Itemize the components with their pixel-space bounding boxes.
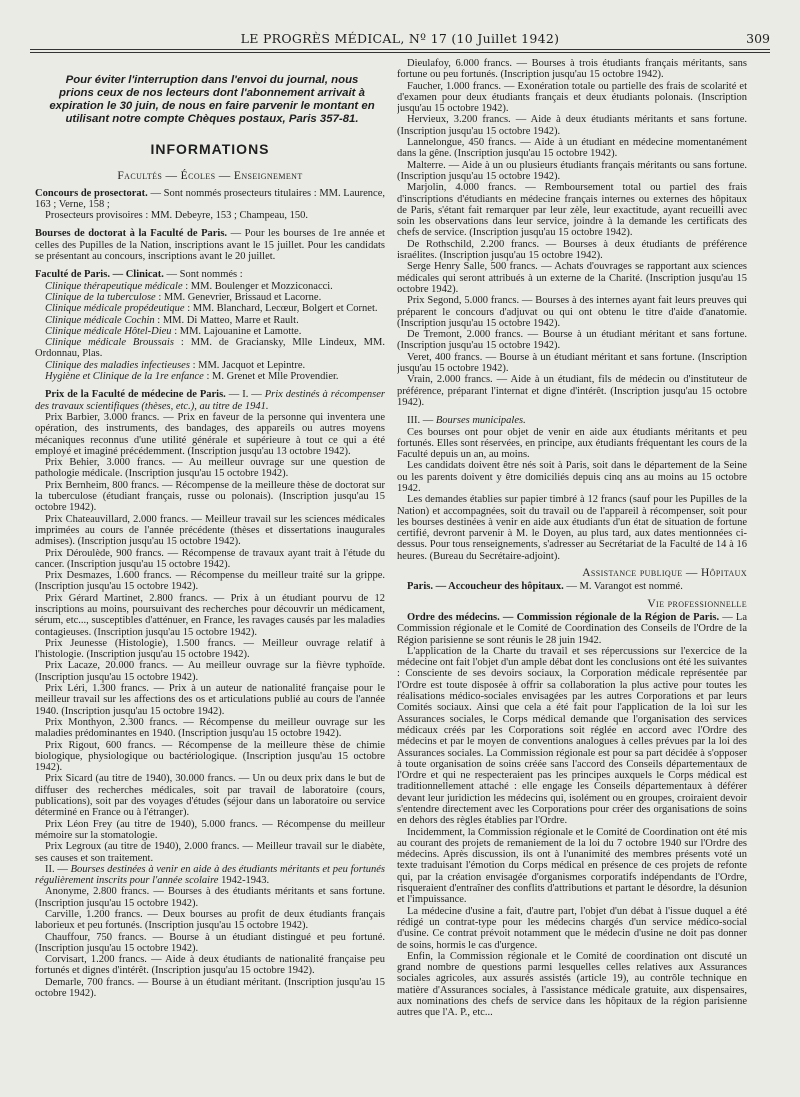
ordre-title: Ordre des médecins. — Commission régionale de la Région de Paris. (407, 611, 720, 623)
bourses-iii-paragraph: Les demandes établies sur papier timbré à 12 francs (sauf pour les Pupilles de la Nation) et accompagnées, soit du travail ou de l'appareil à récompenser, soit pour les bourses destinées à venir en aide aux étudiants d'un état de situation de fortune certifié, devront parvenir à M. le Doyen, au plus tard, aux dates mentionnées ci-dessus. Pour tous renseignements, s'adresser au Secrétariat de la Faculté de 14 à 16 heures. (Bureau du Secrétaire-adjoint). (397, 494, 747, 562)
accoucheur-title: Paris. — Accoucheur des hôpitaux. (407, 581, 564, 593)
list-item: Vrain, 2.000 francs. — Aide à un étudiant, fils de médecin ou d'instituteur de préférence, préparant l'internat et digne d'intérêt. (Inscription jusqu'au 15 octobre 1942). (397, 374, 747, 408)
journal-title: LE PROGRÈS MÉDICAL, Nº 17 (10 Juillet 1942) (240, 31, 560, 46)
bourses-iii-paragraph: Les candidats doivent être nés soit à Paris, soit dans le département de la Seine ou les parents doivent y être domiciliés depuis cinq ans au moins au 15 octobre 1942. (397, 460, 747, 494)
concours-paragraph: Concours de prosectorat. — Sont nommés prosecteurs titulaires : MM. Laurence, 163 ; Verne, 158 ; (35, 187, 385, 210)
prix-title: Prix de la Faculté de médecine de Paris. (45, 389, 226, 401)
list-item: Prix Léon Frey (au titre de 1940), 5.000 francs. — Récompense du meilleur mémoire sur la stomatologie. (35, 818, 385, 841)
subscription-notice: Pour éviter l'interruption dans l'envoi du journal, nous prions ceux de nos lecteurs dont l'abonnement arrivait à expiration le 30 juin, de nous en faire parvenir le montant en utilisant notre compte Chèques postaux, Paris 357-81. (49, 74, 375, 125)
concours-title: Concours de prosectorat. (35, 187, 148, 199)
list-item: Prix Desmazes, 1.600 francs. — Récompense du meilleur traité sur la grippe. (Inscription jusqu'au 15 octobre 1942). (35, 570, 385, 593)
list-item: Prix Monthyon, 2.300 francs. — Récompense du meilleur ouvrage sur les maladies prédominantes en 1940. (Inscription jusqu'au 15 octobre 1942). (35, 716, 385, 740)
prix-list (35, 412, 385, 864)
list-item: Prix Rigout, 600 francs. — Récompense de la meilleure thèse de chimie biologique, physiologique ou bactériologique. (Inscription jusqu'au 15 octobre 1942). (35, 739, 385, 774)
list-item: Prix Léri, 1.300 francs. — Prix à un auteur de nationalité française pour le meilleur travail sur les affections des os et articulations publié au cours de l'année 1940. (Inscription jusqu'au 15 octobre 1942). (35, 683, 385, 717)
list-item: Prix Chateauvillard, 2.000 francs. — Meilleur travail sur les sciences médicales imprimées au cours de l'année précédente (thèses et dissertations inaugurales admises). (Inscription jusqu'au 15 octobre 1942). (35, 513, 385, 548)
accoucheur-paragraph: Paris. — Accoucheur des hôpitaux. — M. Varangot est nommé. (407, 581, 683, 593)
bourses-ii-list-right (397, 58, 747, 408)
list-item: Clinique médicale Broussais : MM. de Graciansky, Mlle Lindeux, MM. Ordonnau, Plas. (35, 337, 385, 360)
list-item: Malterre. — Aide à un ou plusieurs étudiants français méritants ou sans fortune. (Inscription jusqu'au 15 octobre 1942). (397, 159, 747, 182)
list-item: Prix Gérard Martinet, 2.800 francs. — Prix à un étudiant pourvu de 12 inscriptions au moins, poursuivant des recherches pour découvrir un médicament, sérum, etc..., susceptibles d'atténuer, en France, les ravages causés par les maladies contagieuses. (Inscription jusqu'au 15 octobre 1942). (35, 592, 385, 638)
list-item: Prix Lacaze, 20.000 francs. — Au meilleur ouvrage sur la fièvre typhoïde. (Inscription jusqu'au 15 octobre 1942). (35, 660, 385, 683)
clinicat-list (35, 281, 385, 383)
list-item: Lannelongue, 450 francs. — Aide à un étudiant en médecine momentanément dans la gêne. (Inscription jusqu'au 15 octobre 1942). (397, 137, 747, 160)
ordre-paragraph: La médecine d'usine a fait, d'autre part, l'objet d'un débat à l'issue duquel a été rédigé un contrat-type pour les médecins chargés d'un service médico-social d'usine. Ce contrat prévoit notamment que le médecin d'usine ne doit pas donner de soins, hormis le cas d'urgence. (397, 905, 747, 951)
page-number: 309 (746, 31, 770, 46)
bourses-doctorat-paragraph: Bourses de doctorat à la Faculté de Paris. — Pour les bourses de 1re année et celles des Pupilles de la Nation, inscriptions avant le 15 juillet. Pour les candidats se présentant au concours, inscriptions avant le 20 juillet. (35, 228, 385, 263)
list-item: De Rothschild, 2.200 francs. — Bourses à deux étudiants de préférence israélites. (Inscription jusqu'au 15 octobre 1942). (397, 238, 747, 262)
list-item: Clinique thérapeutique médicale : MM. Boulenger et Mozziconacci. (45, 280, 333, 292)
list-item: Prix Jeunesse (Histologie), 1.500 francs. — Meilleur ouvrage relatif à l'histologie. (Inscription jusqu'au 15 octobre 1942). (35, 637, 385, 661)
list-item: Veret, 400 francs. — Bourse à un étudiant méritant et sans fortune. (Inscription jusqu'au 15 octobre 1942). (397, 351, 747, 375)
header-rule (30, 49, 770, 50)
left-column (35, 58, 385, 1090)
header-rule-thin (30, 52, 770, 53)
clinicat-paragraph: Faculté de Paris. — Clinicat. — Sont nommés : (35, 269, 243, 281)
subsection-faculties: Facultés — Écoles — Enseignement (117, 170, 303, 183)
prix-paragraph: Prix de la Faculté de médecine de Paris. — I. — Prix destinés à récompenser des travaux scientifiques (thèses, etc.), au titre de 1941. (35, 389, 385, 412)
list-item: Prix Bernheim, 800 francs. — Récompense de la meilleure thèse de doctorat sur la tuberculose (étudiant français, russe ou polonais). (Inscription jusqu'au 15 octobre 1942). (35, 479, 385, 514)
list-item: Prix Segond, 5.000 francs. — Bourses à des internes ayant fait leurs preuves qui préparent le concours d'adjuvat ou qui ont obtenu le titre d'aide d'anatomie. (Inscription jusqu'au 15 octobre 1942). (397, 295, 747, 329)
ordre-paragraph: Incidemment, la Commission régionale et le Comité de Coordination ont été mis au courant des projets de remaniement de la loi du 7 octobre 1940 sur l'Ordre des médecins. Après discussion, ils ont à l'unanimité des membres présents voté un texte traduisant l'émotion du Corps médical en présence de ces projets de refonte qui, par la création envisagée d'organismes corporatifs indépendants de l'Ordre, risqueraient d'entraîner des conflits d'attributions et partant le désordre, la désunion et l'impuissance. (397, 826, 747, 906)
list-item: Carville, 1.200 francs. — Deux bourses au profit de deux étudiants français laborieux et peu fortunés. (Inscription jusqu'au 15 octobre 1942). (35, 909, 385, 932)
ordre-paragraph: Ordre des médecins. — Commission régionale de la Région de Paris. — La Commission régionale et le Comité de Coordination des Conseils de l'Ordre de la Région parisienne se sont réunis le 28 juin 1942. (397, 611, 747, 646)
list-item: Clinique médicale propédeutique : MM. Blanchard, Lecœur, Bolgert et Cornet. (45, 303, 378, 315)
list-item: Prix Barbier, 3.000 francs. — Prix en faveur de la personne qui inventera une opération, des instruments, des bandages, des appareils ou autres moyens mécaniques reconnus d'une utilité générale et supérieure à tout ce qui a été employé et imaginé précédemment. (Inscription jusqu'au 13 octobre 1942). (35, 411, 385, 457)
list-item: Serge Henry Salle, 500 francs. — Achats d'ouvrages se rapportant aux sciences médicales qui seront attribués à un externe de la Charité. (Inscription jusqu'au 15 octobre 1942). (397, 261, 747, 295)
clinicat-title: Faculté de Paris. — Clinicat. (35, 269, 164, 281)
list-item: Clinique des maladies infectieuses : MM. Jacquot et Lepintre. (45, 359, 306, 371)
bourses-iii-paragraph: Ces bourses ont pour objet de venir en aide aux étudiants méritants et peu fortunés. Elles sont réservées, en principe, aux étudiants fréquentant les cours de la Faculté depuis un an, au moins. (397, 426, 747, 461)
list-item: Prix Sicard (au titre de 1940), 30.000 francs. — Un ou deux prix dans le but de diffuser des recherches médicales, soit par travail de laboratoire (cours, publications), soit par des voyages d'études (séjour dans un laboratoire ou service déterminé en France ou à l'étranger). (35, 773, 385, 819)
list-item: Prix Déroulède, 900 francs. — Récompense de travaux ayant trait à l'étude du cancer. (Inscription jusqu'au 15 octobre 1942). (35, 547, 385, 570)
list-item: Dieulafoy, 6.000 francs. — Bourses à trois étudiants français méritants, sans fortune ou peu fortunés. (Inscription jusqu'au 15 octobre 1942). (397, 58, 747, 81)
section-title: INFORMATIONS (150, 141, 270, 157)
ordre-paragraph: Enfin, la Commission régionale et le Comité de coordination ont discuté un grand nombre de questions parmi lesquelles celles relatives aux Assurances sociales agricoles, aux assurés assistés (article 19), au contrôle technique en matière d'Assurances sociales, à l'assistance médicale gratuite, aux dispensaires, aux nominations des chefs de service dans les hôpitaux de la région parisienne autres que l'A. P., etc... (397, 950, 747, 1019)
right-column (397, 58, 747, 1090)
subsection-assistance: Assistance publique — Hôpitaux (582, 567, 747, 580)
subsection-vie-professionnelle: Vie professionnelle (647, 597, 747, 610)
list-item: Marjolin, 4.000 francs. — Remboursement total ou partiel des frais d'inscriptions d'étudiants en médecine français internes ou externes des hôpitaux de Paris, s'étant fait remarquer par leur zèle, leur exactitude, ayant recueilli avec soin les observations dans leur service, joindre à la demande les certificats des chefs de service. (Inscription jusqu'au 15 octobre 1942). (397, 182, 747, 239)
list-item: Clinique médicale Hôtel-Dieu : MM. Lajouanine et Lamotte. (45, 325, 302, 337)
bourses-iii-heading: III. — Bourses municipales. (407, 415, 526, 427)
list-item: De Tremont, 2.000 francs. — Bourse à un étudiant méritant et sans fortune. (Inscription jusqu'au 15 octobre 1942). (397, 329, 747, 352)
concours-paragraph-2: Prosecteurs provisoires : MM. Debeyre, 153 ; Champeau, 150. (45, 210, 309, 222)
list-item: Faucher, 1.000 francs. — Exonération totale ou partielle des frais de scolarité et d'examen pour deux étudiants français et deux étudiants polonais. (Inscription jusqu'au 15 octobre 1942). (397, 80, 747, 115)
list-item: Chauffour, 750 francs. — Bourse à un étudiant distingué et peu fortuné. (Inscription jusqu'au 15 octobre 1942). (35, 931, 385, 954)
bourses-doctorat-title: Bourses de doctorat à la Faculté de Paris. (35, 228, 228, 240)
list-item: Anonyme, 2.800 francs. — Bourses à des étudiants méritants et sans fortune. (Inscription jusqu'au 15 octobre 1942). (35, 886, 385, 909)
list-item: Demarle, 700 francs. — Bourse à un étudiant méritant. (Inscription jusqu'au 15 octobre 1942). (35, 976, 385, 1000)
bourses-ii-list-left (35, 886, 385, 999)
list-item: Prix Legroux (au titre de 1940), 2.000 francs. — Meilleur travail sur le diabète, ses causes et son traitement. (35, 841, 385, 864)
bourses-ii-heading: II. — Bourses destinées à venir en aide à des étudiants méritants et peu fortunés régulièrement inscrits pour l'année scolaire 1942-1943. (35, 863, 385, 887)
list-item: Clinique médicale Cochin : MM. Di Matteo, Marre et Rault. (45, 314, 299, 326)
list-item: Corvisart, 1.200 francs. — Aide à deux étudiants de nationalité française peu fortunés et dignes d'intérêt. (Inscription jusqu'au 15 octobre 1942). (35, 954, 385, 977)
page-header (30, 32, 770, 46)
ordre-paragraph: L'application de la Charte du travail et ses répercussions sur l'exercice de la médecine ont fait l'objet d'un ample débat dont les conclusions ont été les suivantes : Consciente de ses devoirs sociaux, la Corporation médicale représentée par l'Ordre est toute disposée à offrir sa collaboration la plus active pour toutes les réalisations médico-sociales envisagées par les autres Corporations et par leurs Comités sociaux. Ainsi que cela a été fait pour l'application de la loi sur les Assurances sociales, le Corps médical demande que l'organisation des services médicaux créés par les Corporations soit réglée en accord avec l'Ordre des médecins et par le moyen de conventions analogues à celles prévues par la loi des Assurances sociales. La Commission régionale est pour sa part décidée à s'opposer à toute organisation de soins créée sans l'accord des Conseils départementaux de l'Ordre et qui ne respecteraient pas les principes auxquels le Corps médical est traditionnellement attaché : elle engage les Conseils départementaux à déférer devant leur juridiction les médecins qui, isolément ou en groupes, croiraient devoir s'entendre directement avec les Corporations pour créer des organisations de soins en dehors des règles établies par l'Ordre. (397, 645, 747, 827)
list-item: Hervieux, 3.200 francs. — Aide à deux étudiants méritants et sans fortune. (Inscription jusqu'au 15 octobre 1942). (397, 114, 747, 137)
list-item: Prix Behier, 3.000 francs. — Au meilleur ouvrage sur une question de pathologie médicale. (Inscription jusqu'au 15 octobre 1942). (35, 457, 385, 480)
list-item: Clinique de la tuberculose : MM. Genevrier, Brissaud et Lacorne. (45, 291, 322, 303)
list-item: Hygiène et Clinique de la 1re enfance : M. Grenet et Mlle Provendier. (45, 371, 339, 383)
